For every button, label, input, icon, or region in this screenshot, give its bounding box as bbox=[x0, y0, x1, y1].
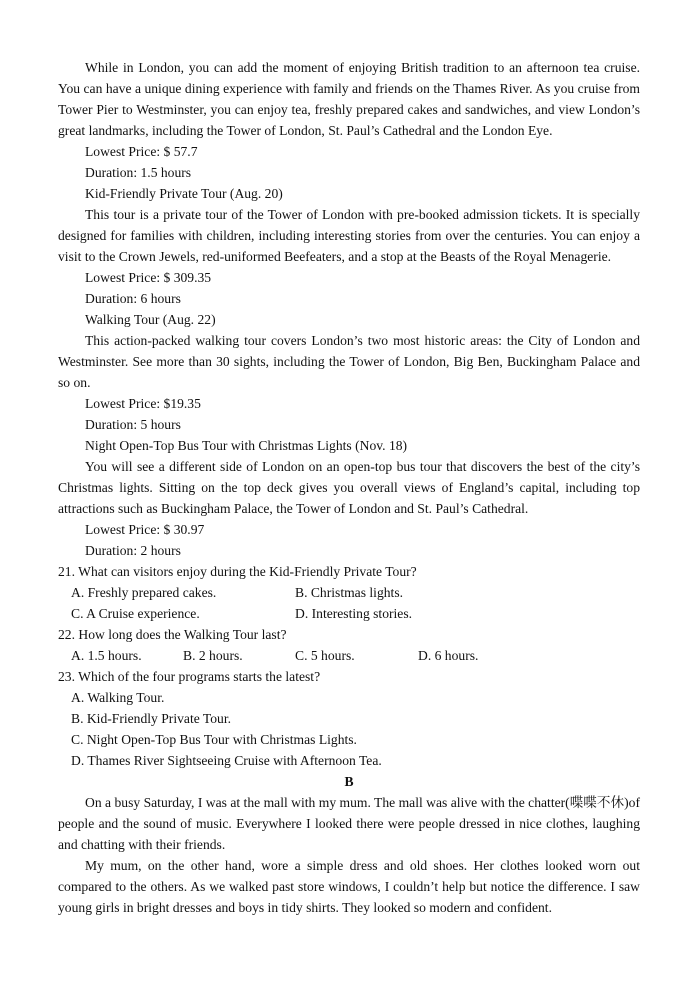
option-b: B. Christmas lights. bbox=[295, 585, 404, 600]
option-c: C. A Cruise experience. bbox=[71, 606, 200, 621]
walking-tour-price: Lowest Price: $19.35 bbox=[85, 396, 201, 411]
option-b: B. Kid-Friendly Private Tour. bbox=[71, 711, 232, 726]
bus-tour-title: Night Open-Top Bus Tour with Christmas Lights (Nov. 18) bbox=[85, 438, 408, 453]
passage-b-paragraph-1: On a busy Saturday, I was at the mall with my mum. The mall was alive with the chatter(喋喋不休)of people and the sound of music. Everywhere I looked there were people dressed in nice clothes, laughing and chatting with their friends. bbox=[58, 795, 640, 852]
kid-tour-duration: Duration: 6 hours bbox=[85, 291, 181, 306]
option-row bbox=[58, 582, 640, 603]
bus-tour-duration: Duration: 2 hours bbox=[85, 543, 181, 558]
kid-tour-title: Kid-Friendly Private Tour (Aug. 20) bbox=[85, 186, 283, 201]
question-stem: 23. Which of the four programs starts the latest? bbox=[58, 669, 321, 684]
option-row bbox=[58, 645, 640, 666]
tea-cruise-price: Lowest Price: $ 57.7 bbox=[85, 144, 198, 159]
option-a: A. Walking Tour. bbox=[71, 690, 165, 705]
option-c: C. Night Open-Top Bus Tour with Christmas Lights. bbox=[71, 732, 357, 747]
option-d: D. 6 hours. bbox=[418, 648, 479, 663]
question-stem: 21. What can visitors enjoy during the Kid-Friendly Private Tour? bbox=[58, 564, 417, 579]
kid-tour-price: Lowest Price: $ 309.35 bbox=[85, 270, 212, 285]
passage-b-paragraph-2: My mum, on the other hand, wore a simple dress and old shoes. Her clothes looked worn out compared to the others. As we walked past store windows, I couldn’t help but notice the difference. I saw young girls in bright dresses and boys in tidy shirts. They looked so modern and confident. bbox=[58, 858, 640, 915]
option-b: B. 2 hours. bbox=[183, 648, 243, 663]
tea-cruise-paragraph: While in London, you can add the moment of enjoying British tradition to an afternoon tea cruise. You can have a unique dining experience with family and friends on the Thames River. As you cruise from Tower Pier to Westminster, you can enjoy tea, freshly prepared cakes and sandwiches, and view London’s great landmarks, including the Tower of London, St. Paul’s Cathedral and the London Eye. bbox=[58, 60, 640, 138]
walking-tour-paragraph: This action-packed walking tour covers London’s two most historic areas: the City of London and Westminster. See more than 30 sights, including the Tower of London, Big Ben, Buckingham Palace and so on. bbox=[58, 333, 640, 390]
document-page bbox=[58, 57, 640, 918]
bus-tour-paragraph: You will see a different side of London on an open-top bus tour that discovers the best of the city’s Christmas lights. Sitting on the top deck gives you overall views of England’s capital, including top attractions such as Buckingham Palace, the Tower of London and St. Paul’s Cathedral. bbox=[58, 459, 640, 516]
walking-tour-duration: Duration: 5 hours bbox=[85, 417, 181, 432]
option-d: D. Thames River Sightseeing Cruise with Afternoon Tea. bbox=[71, 753, 382, 768]
question-21 bbox=[58, 561, 640, 624]
kid-tour-paragraph: This tour is a private tour of the Tower of London with pre-booked admission tickets. It is specially designed for families with children, including interesting stories from over the centuries. You can enjoy a visit to the Crown Jewels, red-uniformed Beefeaters, and a stop at the Beasts of the Royal Menagerie. bbox=[58, 207, 640, 264]
question-stem: 22. How long does the Walking Tour last? bbox=[58, 627, 287, 642]
option-d: D. Interesting stories. bbox=[295, 606, 413, 621]
option-a: A. 1.5 hours. bbox=[71, 648, 142, 663]
option-a: A. Freshly prepared cakes. bbox=[71, 585, 217, 600]
option-c: C. 5 hours. bbox=[295, 648, 355, 663]
section-heading: B bbox=[344, 774, 354, 789]
option-row bbox=[58, 603, 640, 624]
bus-tour-price: Lowest Price: $ 30.97 bbox=[85, 522, 205, 537]
question-23 bbox=[58, 666, 640, 771]
question-22 bbox=[58, 624, 640, 666]
tea-cruise-duration: Duration: 1.5 hours bbox=[85, 165, 192, 180]
walking-tour-title: Walking Tour (Aug. 22) bbox=[85, 312, 216, 327]
